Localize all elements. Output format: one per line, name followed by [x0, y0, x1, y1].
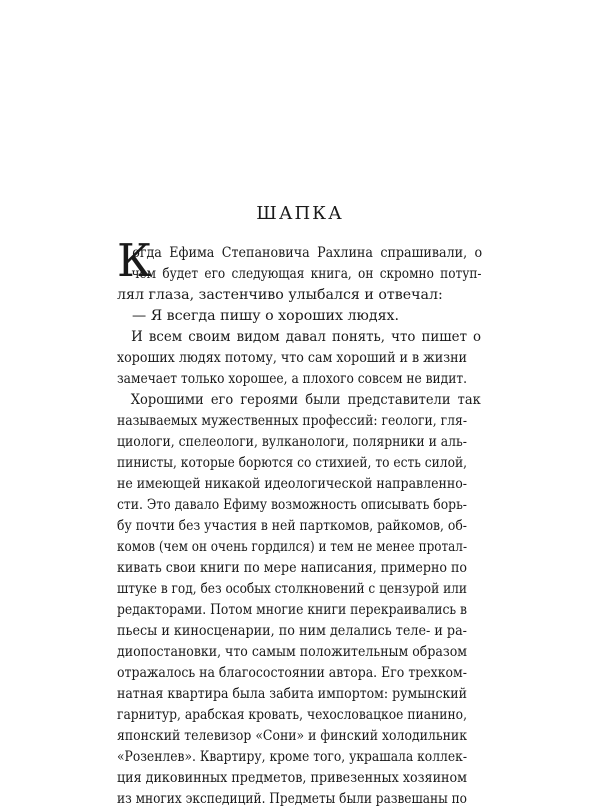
drop-cap: К: [117, 234, 152, 287]
text-line: диопостановки, что самым положительным образом: [117, 644, 467, 660]
text-line: пинисты, которые борются со стихией, то есть силой,: [117, 455, 467, 471]
text-line: ция диковинных предметов, привезенных хозяином: [117, 770, 467, 786]
text-line: называемых мужественных профессий: геологи, гля-: [117, 413, 467, 429]
chapter-body: [117, 234, 483, 810]
text-line: — Я всегда пишу о хороших людях.: [132, 308, 400, 324]
text-line: штуке в год, без особых столкновений с цензурой или: [117, 581, 467, 597]
text-line: отражалось на благосостоянии автора. Его трехком-: [117, 665, 467, 681]
text-line: циологи, спелеологи, вулканологи, полярники и аль-: [117, 434, 467, 450]
text-line: не имеющей никакой идеологической направленно-: [117, 476, 467, 492]
text-line: японский телевизор «Сони» и финский холодильник: [117, 728, 467, 744]
text-line: чем будет его следующая книга, он скромно потуп-: [131, 266, 482, 282]
text-line: сти. Это давало Ефиму возможность описывать борь-: [117, 497, 467, 513]
text-line: замечает только хорошее, а плохого совсем не видит.: [117, 371, 467, 387]
text-line: из многих экспедиций. Предметы были развешаны по: [117, 791, 467, 807]
text-line: Хорошими его героями были представители так: [130, 392, 481, 408]
text-line: пьесы и киносценарии, по ним делались теле- и ра-: [117, 623, 467, 639]
text-line: комов (чем он очень гордился) и тем не менее протал-: [117, 539, 467, 555]
text-line: натная квартира была забита импортом: румынский: [117, 686, 467, 702]
text-line: хороших людях потому, что сам хороший и в жизни: [117, 350, 467, 366]
text-line: редакторами. Потом многие книги перекраивались в: [117, 602, 467, 618]
text-line: кивать свои книги по мере написания, примерно по: [117, 560, 467, 576]
text-line: гарнитур, арабская кровать, чехословацкое пианино,: [117, 707, 467, 723]
chapter-title: ШАПКА: [256, 203, 344, 224]
text-line: И всем своим видом давал понять, что пишет о: [131, 329, 482, 345]
text-line: «Розенлев». Квартиру, кроме того, украшала коллек-: [117, 749, 467, 765]
text-line: огда Ефима Степановича Рахлина спрашивали, о: [132, 245, 483, 261]
text-line: бу почти без участия в ней парткомов, райкомов, об-: [117, 518, 467, 534]
text-line: лял глаза, застенчиво улыбался и отвечал:: [117, 287, 443, 303]
